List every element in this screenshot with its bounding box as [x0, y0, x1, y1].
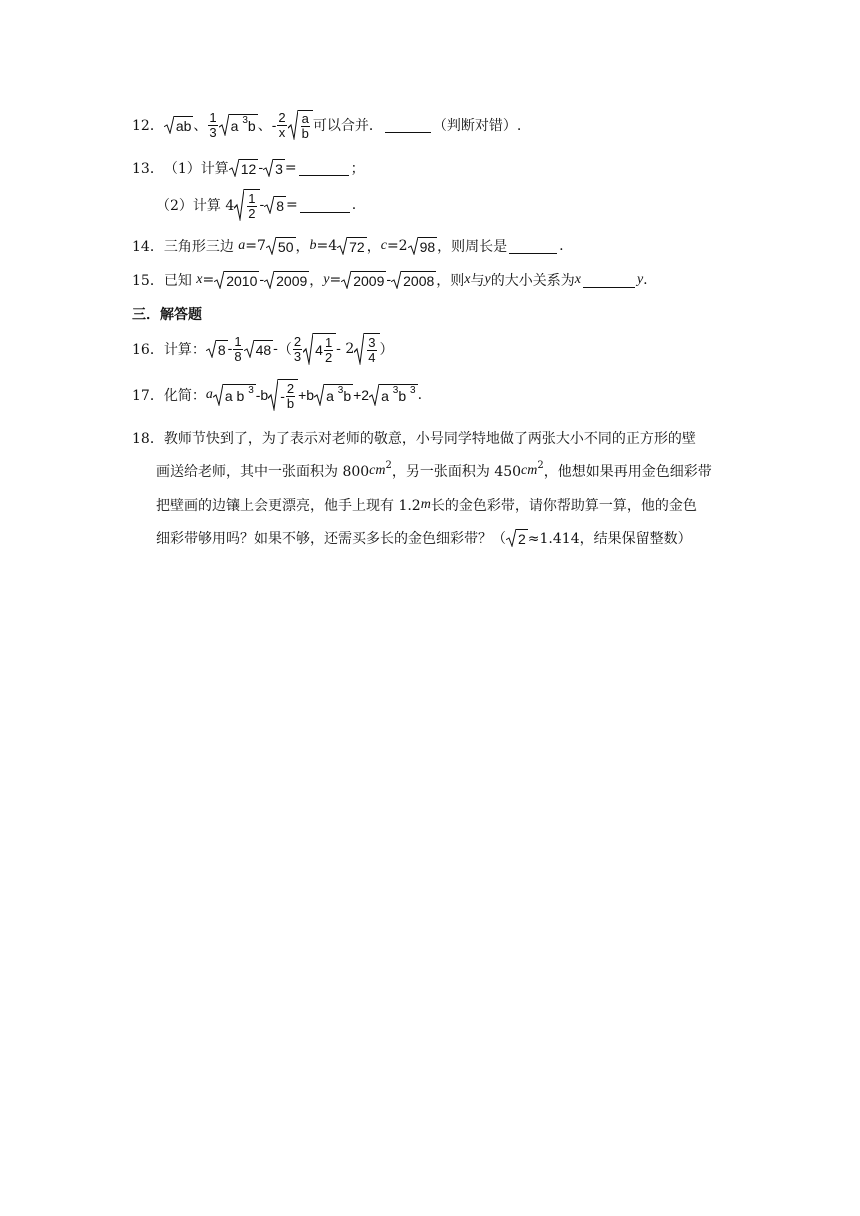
radical: 2010: [214, 271, 259, 289]
radical: 2009: [341, 271, 386, 289]
question-18-line-2: 画送给老师，其中一张面积为 800 cm 2 ，另一张面积为 450 cm 2 ，他想如果再用金色细彩带: [156, 459, 712, 480]
question-18-line-1: 18． 教师节快到了，为了表示对老师的敬意，小号同学特地做了两张大小不同的正方形的壁: [132, 428, 696, 448]
radical: 2: [506, 529, 528, 547]
radical: 8: [264, 196, 286, 214]
question-13-part-2: （2）计算 4 $\frac{1}{2}$ - 8 = .: [156, 190, 357, 221]
fraction: $\frac{2}{x}$: [278, 109, 286, 140]
radical: 12: [229, 159, 259, 177]
question-number: 18．: [132, 431, 164, 447]
radical: $\frac{3}{4}$: [354, 333, 379, 365]
question-17: 17． 化简： a a b 3 -b - $\frac{2}{b}$ +b a 3 b +2 a 3 b 3 .: [132, 380, 423, 411]
question-18-line-3: 把壁画的边镶上会更漂亮，他手上现有 1.2 m 长的金色彩带，请你帮助算一算，他的金色: [156, 497, 697, 514]
answer-blank[interactable]: [509, 239, 557, 254]
answer-blank[interactable]: [299, 161, 349, 176]
question-13-part-1: 13． （1）计算 12 - 3 = ；: [132, 160, 365, 177]
radical: a b 3: [213, 384, 256, 406]
radical: a 3 b: [314, 384, 353, 406]
question-18-line-4: 细彩带够用吗？如果不够，还需买多长的金色细彩带？（ 2 ≈1.414，结果保留整数）: [156, 531, 692, 547]
radical: 2008: [391, 271, 436, 289]
radical: a 3 b 3: [369, 384, 418, 406]
radical: 72: [337, 237, 367, 255]
section-heading: 三．解答题: [132, 307, 202, 323]
question-number: 13．: [132, 161, 164, 177]
radical: 4 $\frac{1}{2}$: [303, 333, 336, 365]
radical: 8: [206, 340, 228, 358]
question-number: 16．: [132, 342, 164, 358]
answer-blank[interactable]: [385, 118, 431, 133]
question-14: 14． 三角形三边 a =7 50 ， b =4 72 ， c =2 98 ，则周长是 .: [132, 238, 564, 255]
question-12: 12． ab 、 $\frac{1}{3}$ a 3 b 、 - $\frac{2}{x}$ $\frac{a}{b}$ 可以合并． （判断对错）.: [132, 109, 522, 141]
radical: 48: [244, 340, 274, 358]
radical: - $\frac{2}{b}$: [268, 379, 298, 411]
question-number: 12．: [132, 118, 164, 134]
question-number: 15．: [132, 273, 164, 289]
radical: $\frac{a}{b}$: [288, 110, 313, 140]
question-number: 14．: [132, 239, 164, 255]
question-number: 17．: [132, 388, 164, 404]
answer-blank[interactable]: [300, 198, 350, 213]
radical: $\frac{1}{2}$: [234, 189, 259, 221]
question-15: 15． 已知 x = 2010 - 2009 ， y = 2009 - 2008 ，则 x 与 y 的大小关系为 x y .: [132, 272, 648, 289]
radical: ab: [164, 116, 194, 134]
radical: 3: [263, 159, 285, 177]
fraction: $\frac{1}{3}$: [209, 109, 217, 140]
fraction: $\frac{2}{3}$: [293, 333, 302, 364]
answer-blank[interactable]: [583, 273, 635, 288]
fraction: $\frac{1}{8}$: [234, 333, 242, 364]
radical: a 3 b: [219, 114, 258, 136]
radical: 50: [266, 237, 296, 255]
radical: 2009: [264, 271, 309, 289]
question-16: 16． 计算： 8 - $\frac{1}{8}$ 48 - （ $\frac{2}{3}$ 4 $\frac{1}{2}$ - 2 $\frac{3}{4}$ ）: [132, 333, 394, 365]
radical: 98: [408, 237, 438, 255]
